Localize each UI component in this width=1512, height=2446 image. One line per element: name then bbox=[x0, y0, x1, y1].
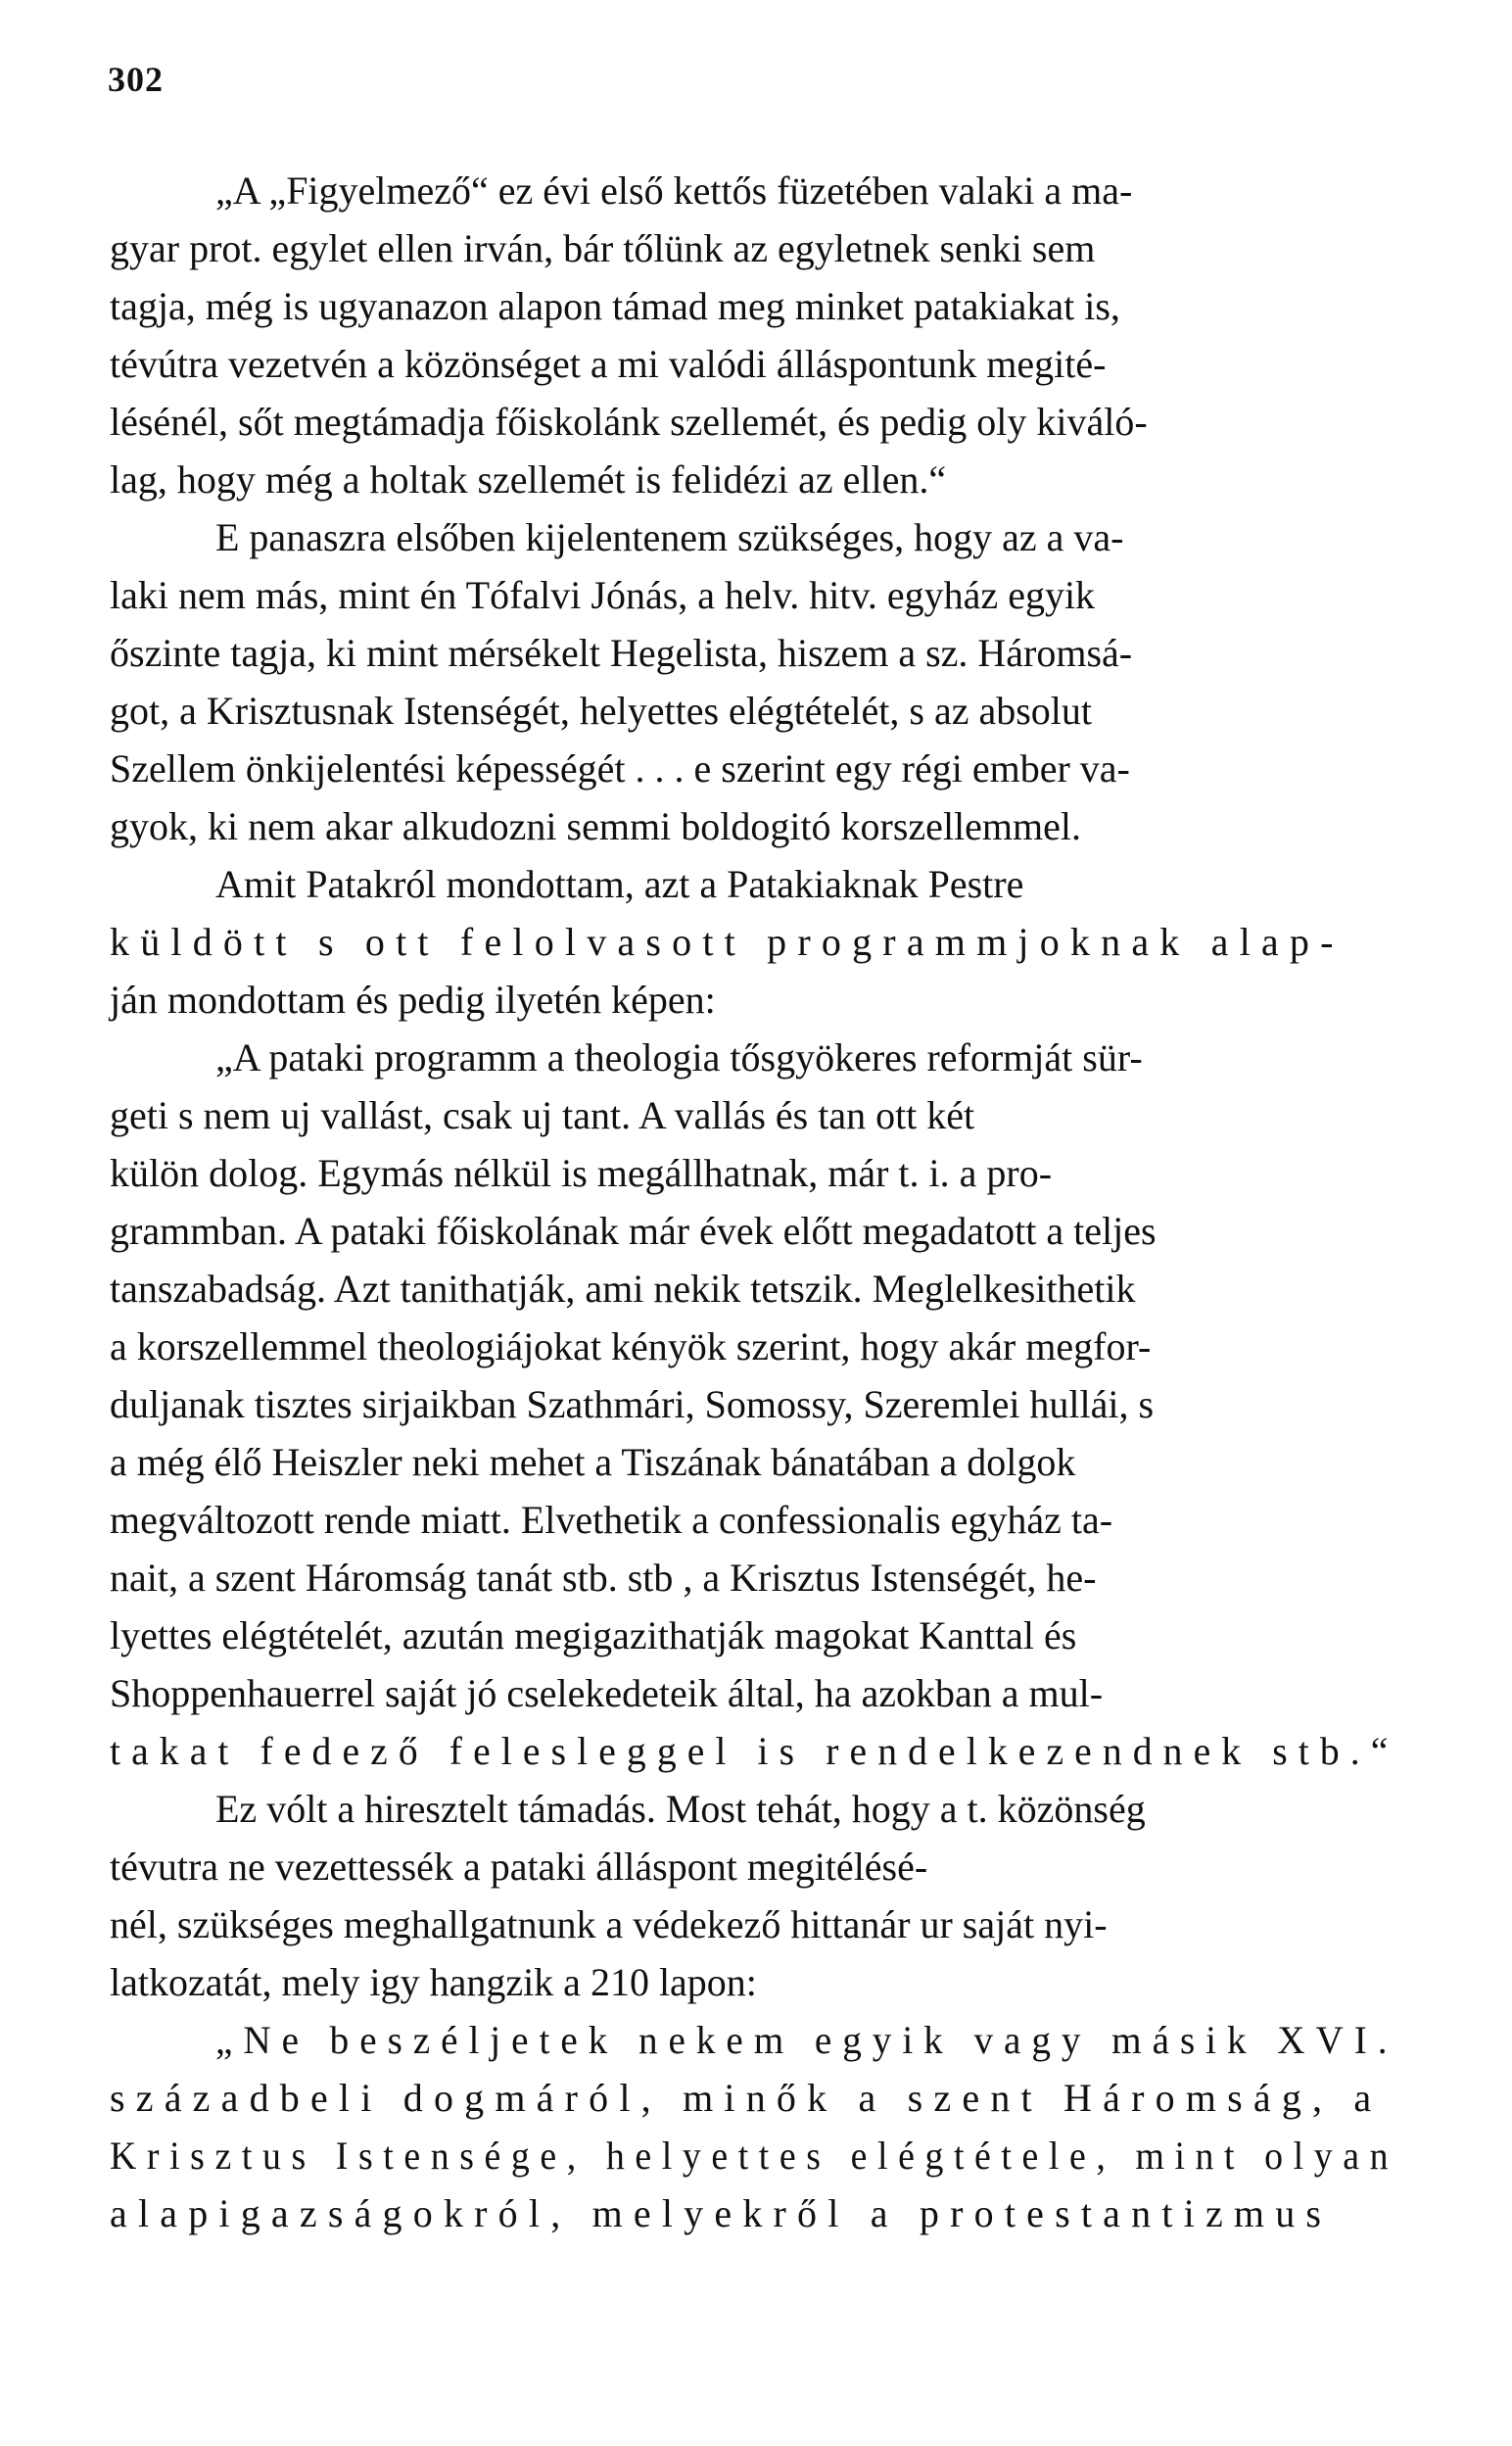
text-line: Szellem önkijelentési képességét . . . e szerint egy régi ember va- bbox=[110, 746, 1130, 791]
text-line: got, a Krisztusnak Istenségét, helyettes elégtételét, s az absolut bbox=[110, 689, 1093, 733]
text-line: tévútra vezetvén a közönséget a mi valódi álláspontunk megité- bbox=[110, 342, 1107, 386]
text-line: lag, hogy még a holtak szellemét is felidézi az ellen.“ bbox=[110, 457, 947, 502]
text-line: őszinte tagja, ki mint mérsékelt Hegelista, hiszem a sz. Háromsá- bbox=[110, 631, 1133, 675]
text-line: Ez vólt a hiresztelt támadás. Most tehát, hogy a t. közönség bbox=[215, 1787, 1146, 1831]
text-line: századbeli dogmáról, minők a szent Háromság, a bbox=[110, 2076, 1383, 2120]
text-line: tagja, még is ugyanazon alapon támad meg minket patakiakat is, bbox=[110, 284, 1120, 328]
text-line: tanszabadság. Azt tanithatják, ami nekik tetszik. Meglelkesithetik bbox=[110, 1267, 1136, 1311]
text-line: alapigazságokról, melyekről a protestantizmus bbox=[110, 2191, 1333, 2235]
text-line: takat fedező felesleggel is rendelkezendnek stb.“ bbox=[110, 1729, 1399, 1773]
text-line: E panaszra elsőben kijelentenem szükséges, hogy az a va- bbox=[215, 515, 1124, 559]
text-line: lésénél, sőt megtámadja főiskolánk szellemét, és pedig oly kiváló- bbox=[110, 400, 1148, 444]
text-line: nél, szükséges meghallgatnunk a védekező hittanár ur saját nyi- bbox=[110, 1902, 1108, 1946]
text-line: a korszellemmel theologiájokat kényök szerint, hogy akár megfor- bbox=[110, 1324, 1152, 1368]
text-line: geti s nem uj vallást, csak uj tant. A vallás és tan ott két bbox=[110, 1093, 975, 1137]
body-text bbox=[110, 162, 1398, 2242]
text-line: Krisztus Istensége, helyettes elégtétele, mint olyan bbox=[110, 2134, 1399, 2178]
text-line: „Ne beszéljetek nekem egyik vagy másik XVI. bbox=[215, 2018, 1398, 2062]
text-line: nait, a szent Háromság tanát stb. stb , a Krisztus Istenségét, he- bbox=[110, 1556, 1097, 1600]
text-line: gyok, ki nem akar alkudozni semmi boldogitó korszellemmel. bbox=[110, 804, 1082, 848]
text-line: ján mondottam és pedig ilyetén képen: bbox=[110, 978, 716, 1022]
text-line: a még élő Heiszler neki mehet a Tiszának bánatában a dolgok bbox=[110, 1440, 1076, 1484]
text-line: „A pataki programm a theologia tősgyökeres reformját sür- bbox=[215, 1035, 1143, 1079]
text-line: külön dolog. Egymás nélkül is megállhatnak, már t. i. a pro- bbox=[110, 1151, 1053, 1195]
text-line: grammban. A pataki főiskolának már évek előtt megadatott a teljes bbox=[110, 1209, 1157, 1253]
text-line: Shoppenhauerrel saját jó cselekedeteik által, ha azokban a mul- bbox=[110, 1671, 1104, 1715]
text-line: „A „Figyelmező“ ez évi első kettős füzetében valaki a ma- bbox=[215, 168, 1133, 213]
text-line: latkozatát, mely igy hangzik a 210 lapon: bbox=[110, 1960, 757, 2004]
text-line: Amit Patakról mondottam, azt a Patakiaknak Pestre bbox=[215, 862, 1024, 906]
text-line: duljanak tisztes sirjaikban Szathmári, Somossy, Szeremlei hullái, s bbox=[110, 1382, 1155, 1426]
text-line: lyettes elégtételét, azután megigazithatják magokat Kanttal és bbox=[110, 1613, 1077, 1657]
text-line: gyar prot. egylet ellen irván, bár tőlünk az egyletnek senki sem bbox=[110, 226, 1096, 270]
text-line: megváltozott rende miatt. Elvethetik a confessionalis egyház ta- bbox=[110, 1498, 1113, 1542]
text-line: laki nem más, mint én Tófalvi Jónás, a helv. hitv. egyház egyik bbox=[110, 573, 1096, 617]
text-line: küldött s ott felolvasott programmjoknak alap- bbox=[110, 920, 1345, 964]
page-number: 302 bbox=[108, 60, 164, 99]
text-line: tévutra ne vezettessék a pataki álláspont megitélésé- bbox=[110, 1845, 928, 1889]
